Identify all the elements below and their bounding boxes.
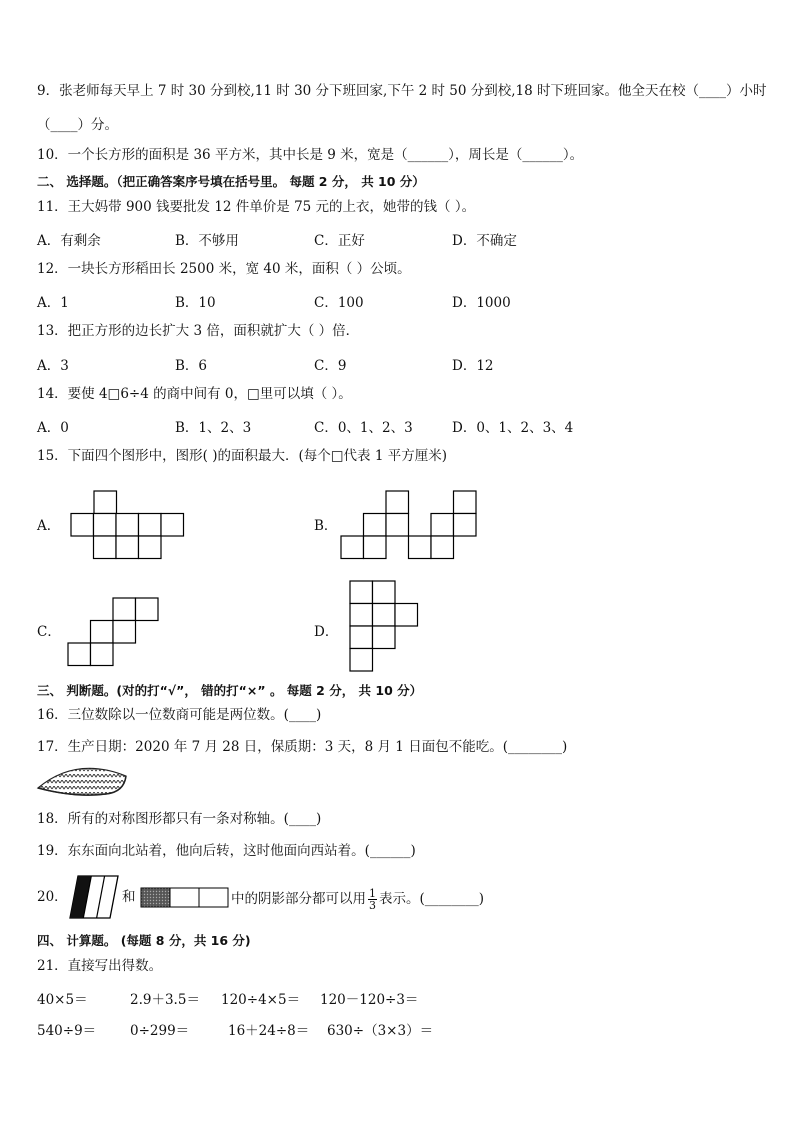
one-third-fraction: [368, 888, 377, 911]
q12-option-c[interactable]: C．100: [314, 295, 364, 311]
q14-stem: 14．要使 4□6÷4 的商中间有 0，□里可以填（ ）。: [37, 386, 352, 402]
q20-number: 20．: [37, 889, 68, 905]
q20-tail: 表示。(________): [379, 891, 485, 907]
q16-text: 16．三位数除以一位数商可能是两位数。(____): [37, 707, 322, 723]
q11-stem: 11．王大妈带 900 钱要批发 12 件单价是 75 元的上衣，她带的钱（ ）。: [37, 199, 476, 215]
q11-option-a[interactable]: A．有剩余: [37, 233, 101, 249]
q20-middle: 中的阴影部分都可以用: [231, 891, 366, 907]
q19-text: 19．东东面向北站着，他向后转，这时他面向西站着。(______): [37, 843, 416, 859]
q13-option-d[interactable]: D．12: [452, 358, 494, 374]
calc-item: 40×5＝: [37, 992, 88, 1008]
q13-option-c[interactable]: C．9: [314, 358, 347, 374]
section-2-heading: 二、 选择题。（把正确答案序号填在括号里。 每题 2 分， 共 10 分）: [37, 174, 425, 189]
q11-option-b[interactable]: B．不够用: [175, 233, 239, 249]
q12-option-d[interactable]: D．1000: [452, 295, 511, 311]
figure-a-label[interactable]: A．: [37, 518, 61, 534]
q14-option-a[interactable]: A．0: [37, 420, 69, 436]
figure-a-grid: [70, 490, 186, 560]
calc-item: 630÷（3×3）＝: [327, 1023, 434, 1039]
q20-text: [231, 888, 484, 911]
q21-stem: 21．直接写出得数。: [37, 958, 163, 974]
q12-stem: 12．一块长方形稻田长 2500 米，宽 40 米，面积（ ）公顷。: [37, 261, 411, 277]
q18-text: 18．所有的对称图形都只有一条对称轴。(____): [37, 811, 322, 827]
q9-line2: （____）分。: [37, 117, 118, 133]
q12-option-a[interactable]: A．1: [37, 295, 69, 311]
parallelogram-figure: [66, 874, 122, 920]
figure-b-grid: [340, 490, 478, 560]
q14-option-d[interactable]: D．0、1、2、3、4: [452, 420, 574, 436]
q9-line1: 9．张老师每天早上 7 时 30 分到校,11 时 30 分下班回家,下午 2 时 50 分到校,18 时下班回家。他全天在校（____）小时: [37, 83, 767, 99]
q14-option-c[interactable]: C．0、1、2、3: [314, 420, 413, 436]
bread-image: [36, 762, 130, 802]
figure-b-label[interactable]: B．: [314, 518, 338, 534]
fraction-denominator: 3: [369, 899, 376, 912]
q13-option-b[interactable]: B．6: [175, 358, 208, 374]
q17-text: 17．生产日期：2020 年 7 月 28 日，保质期：3 天，8 月 1 日面包不能吃。(________): [37, 739, 568, 755]
q14-option-b[interactable]: B．1、2、3: [175, 420, 252, 436]
fraction-numerator: 1: [369, 887, 376, 900]
q11-option-d[interactable]: D．不确定: [452, 233, 517, 249]
figure-c-grid: [67, 597, 161, 667]
figure-c-label[interactable]: C．: [37, 624, 61, 640]
q13-option-a[interactable]: A．3: [37, 358, 69, 374]
calc-item: 120÷4×5＝: [221, 992, 301, 1008]
q15-stem: 15．下面四个图形中，图形( )的面积最大．(每个□代表 1 平方厘米): [37, 448, 447, 464]
calc-item: 16＋24÷8＝: [228, 1023, 310, 1039]
calc-item: 120－120÷3＝: [320, 992, 419, 1008]
calc-item: 0÷299＝: [130, 1023, 190, 1039]
figure-d-label[interactable]: D．: [314, 624, 339, 640]
q11-option-c[interactable]: C．正好: [314, 233, 365, 249]
figure-d-grid: [349, 580, 421, 674]
q10-text: 10．一个长方形的面积是 36 平方米，其中长是 9 米，宽是（______），周长是（______）。: [37, 147, 584, 163]
q13-stem: 13．把正方形的边长扩大 3 倍，面积就扩大（ ）倍．: [37, 323, 360, 339]
section-4-heading: 四、 计算题。 (每题 8 分，共 16 分): [37, 933, 251, 948]
q20-and: 和: [122, 889, 136, 905]
calc-item: 2.9＋3.5＝: [130, 992, 200, 1008]
section-3-heading: 三、 判断题。(对的打“√”， 错的打“×” 。 每题 2 分， 共 10 分）: [37, 683, 423, 698]
calc-item: 540÷9＝: [37, 1023, 97, 1039]
strip-figure: [140, 887, 230, 908]
q12-option-b[interactable]: B．10: [175, 295, 216, 311]
